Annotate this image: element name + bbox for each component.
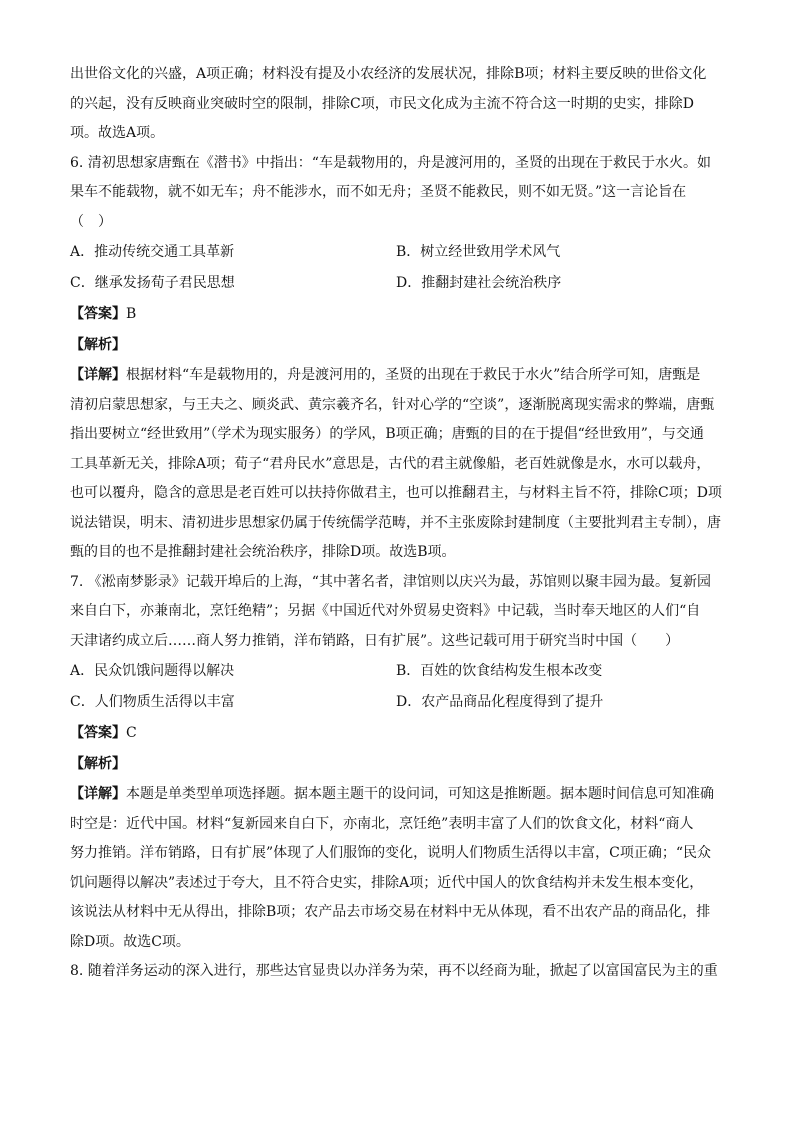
detail-line: 除D项。故选C项。 [70, 933, 190, 950]
detail-label: 【详解】 [70, 367, 126, 383]
question-stem-line: （ ） [70, 213, 112, 230]
question-stem-line: 来自白下，亦兼南北，烹饪绝精”；另据《中国近代对外贸易史资料》中记载，当时奉天地区的人们“自 [70, 603, 701, 619]
detail-line: 工具革新无关，排除A项；荀子“君舟民水”意思是，古代的君主就像船，老百姓就像是水，水可以载舟， [70, 455, 711, 472]
detail-line: 清初启蒙思想家，与王夫之、顾炎武、黄宗羲齐名，针对心学的“空谈”，逐渐脱离现实需求的弊端，唐甄 [70, 396, 715, 413]
detail-line [70, 361, 726, 391]
question-stem-line: 8. 随着洋务运动的深入进行，那些达官显贵以办洋务为荣，再不以经商为耻，掀起了以富国富民为主的重 [70, 963, 718, 979]
detail-line: 时空是：近代中国。材料“复新园来自白下，亦南北，烹饪绝”表明丰富了人们的饮食文化，材料“商人 [70, 815, 694, 832]
answer-value: B [126, 306, 137, 322]
detail-line: 努力推销。洋布销路，日有扩展”体现了人们服饰的变化，说明人们物质生活得以丰富，C项正确；“民众 [70, 845, 712, 861]
detail-text: 根据材料“车是载物用的，舟是渡河用的，圣贤的出现在于救民于水火”结合所学可知，唐甄是 [126, 367, 701, 383]
answer-label: 【答案】 [70, 306, 126, 322]
question-stem-line: 果车不能载物，就不如无车；舟不能涉水，而不如无舟；圣贤不能救民，则不如无贤。”这一言论旨在 [70, 184, 687, 200]
analysis-line [70, 330, 726, 361]
question-6 [70, 149, 726, 568]
answer-line [70, 718, 726, 749]
detail-line: 也可以覆舟，隐含的意思是老百姓可以扶持你做君主，也可以推翻君主，与材料主旨不符，排除C项；D项 [70, 485, 722, 501]
option-b: B．树立经世致用学术风气 [396, 244, 561, 260]
analysis-line [70, 749, 726, 780]
question-8 [70, 957, 726, 987]
option-a: A．推动传统交通工具革新 [70, 244, 235, 260]
option-d: D．推翻封建社会统治秩序 [396, 275, 562, 291]
answer-line [70, 299, 726, 330]
question-stem-line: 7. 《淞南梦影录》记载开埠后的上海，“其中著名者，津馆则以庆兴为最，苏馆则以聚丰园为最。复新园 [70, 573, 711, 590]
question-7 [70, 568, 726, 958]
options-grid [70, 656, 726, 718]
detail-line: 说法错误，明末、清初进步思想家仍属于传统儒学范畴，并不主张废除封建制度（主要批判君主专制），唐 [70, 514, 721, 531]
options-grid [70, 237, 726, 299]
question-stem-line: 6. 清初思想家唐甄在《潜书》中指出：“车是载物用的，舟是渡河用的，圣贤的出现在于救民于水火。如 [70, 154, 711, 171]
detail-block [70, 361, 726, 568]
text-line: 的兴起，没有反映商业突破时空的限制，排除C项，市民文化成为主流不符合这一时期的史实，排除D [70, 95, 694, 112]
detail-text: 本题是单类型单项选择题。据本题主题干的设问词，可知这是推断题。据本题时间信息可知准确 [126, 786, 714, 802]
analysis-label: 【解析】 [70, 337, 126, 353]
answer-value: C [126, 725, 137, 741]
option-c: C．人们物质生活得以丰富 [70, 694, 235, 710]
analysis-continuation [70, 60, 726, 149]
detail-block [70, 780, 726, 957]
detail-line: 该说法从材料中无从得出，排除B项；农产品去市场交易在材料中无从体现，看不出农产品的商品化，排 [70, 904, 711, 920]
detail-line: 指出要树立“经世致用”（学术为现实服务）的学风，B项正确；唐甄的目的在于提倡“经世致用”，与交通 [70, 426, 704, 442]
analysis-label: 【解析】 [70, 756, 126, 772]
detail-line [70, 780, 726, 810]
option-b: B．百姓的饮食结构发生根本改变 [396, 663, 603, 679]
answer-label: 【答案】 [70, 725, 126, 741]
question-stem-line: 天津诸约成立后……商人努力推销，洋布销路，日有扩展”。这些记载可用于研究当时中国（ ） [70, 632, 680, 649]
detail-label: 【详解】 [70, 786, 126, 802]
detail-line: 饥问题得以解决”表述过于夸大，且不符合史实，排除A项；近代中国人的饮食结构并未发生根本变化， [70, 874, 704, 891]
detail-line: 甄的目的也不是推翻封建社会统治秩序，排除D项。故选B项。 [70, 544, 456, 560]
text-line: 出世俗文化的兴盛，A项正确；材料没有提及小农经济的发展状况，排除B项；材料主要反映的世俗文化 [70, 66, 707, 82]
text-line: 项。故选A项。 [70, 125, 165, 141]
option-a: A．民众饥饿问题得以解决 [70, 663, 235, 679]
document-page [70, 60, 726, 987]
option-d: D．农产品商品化程度得到了提升 [396, 694, 604, 710]
option-c: C．继承发扬荀子君民思想 [70, 275, 235, 291]
